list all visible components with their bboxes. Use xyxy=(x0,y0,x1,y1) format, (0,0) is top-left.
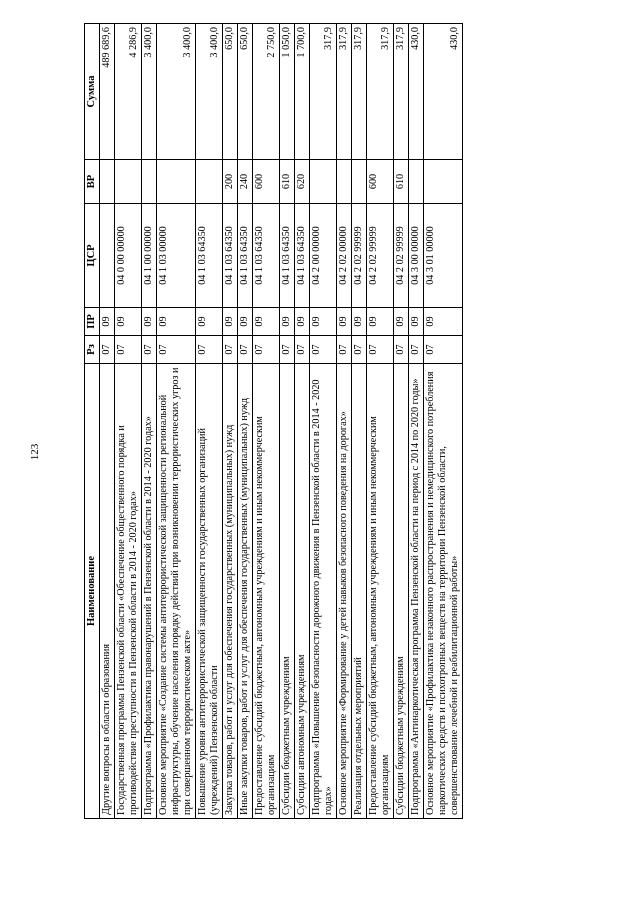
row-sum: 4 286,9 xyxy=(115,24,142,160)
row-name: Закупка товаров, работ и услуг для обеспечения государственных (муниципальных) нужд xyxy=(223,364,238,819)
row-csr: 04 2 02 99999 xyxy=(367,204,394,308)
row-csr xyxy=(100,204,115,308)
row-csr: 04 1 03 64350 xyxy=(238,204,253,308)
row-name: Субсидии бюджетным учреждениям xyxy=(394,364,409,819)
table-row xyxy=(280,24,295,819)
row-vr xyxy=(142,160,157,204)
row-csr: 04 1 03 64350 xyxy=(253,204,280,308)
row-pr: 09 xyxy=(295,308,310,336)
table-row xyxy=(394,24,409,819)
header-csr: ЦСР xyxy=(85,204,100,308)
row-pr: 09 xyxy=(196,308,223,336)
row-name: Основное мероприятие «Формирование у детей навыков безопасного поведения на дорогах» xyxy=(337,364,352,819)
row-csr: 04 2 02 99999 xyxy=(352,204,367,308)
row-name: Предоставление субсидий бюджетным, автономным учреждениям и иным некоммерческим организациям xyxy=(253,364,280,819)
row-csr: 04 1 03 64350 xyxy=(280,204,295,308)
row-vr: 620 xyxy=(295,160,310,204)
row-pr: 09 xyxy=(223,308,238,336)
header-name: Наименование xyxy=(85,364,100,819)
row-pr: 09 xyxy=(352,308,367,336)
row-rz: 07 xyxy=(310,336,337,364)
table-row xyxy=(223,24,238,819)
row-rz: 07 xyxy=(238,336,253,364)
row-rz: 07 xyxy=(253,336,280,364)
row-csr: 04 1 03 00000 xyxy=(157,204,196,308)
row-vr xyxy=(100,160,115,204)
row-sum: 3 400,0 xyxy=(196,24,223,160)
row-csr: 04 1 03 64350 xyxy=(295,204,310,308)
row-csr: 04 3 00 00000 xyxy=(409,204,424,308)
row-sum: 3 400,0 xyxy=(142,24,157,160)
header-pr: ПР xyxy=(85,308,100,336)
row-pr: 09 xyxy=(409,308,424,336)
row-rz: 07 xyxy=(142,336,157,364)
row-rz: 07 xyxy=(295,336,310,364)
row-name: Подпрограмма «Повышение безопасности дорожного движения в Пензенской области в 2014 - 2020 годах» xyxy=(310,364,337,819)
row-name: Другие вопросы в области образования xyxy=(100,364,115,819)
row-pr: 09 xyxy=(310,308,337,336)
row-sum: 430,0 xyxy=(424,24,463,160)
row-sum: 3 400,0 xyxy=(157,24,196,160)
row-sum: 317,9 xyxy=(367,24,394,160)
row-pr: 09 xyxy=(238,308,253,336)
row-name: Подпрограмма «Профилактика правонарушений в Пензенской области в 2014 - 2020 годах» xyxy=(142,364,157,819)
row-pr: 09 xyxy=(115,308,142,336)
row-pr: 09 xyxy=(100,308,115,336)
table-row xyxy=(409,24,424,819)
header-vr: ВР xyxy=(85,160,100,204)
row-name: Подпрограмма «Антинаркотическая программа Пензенской области на период с 2014 по 2020 годы» xyxy=(409,364,424,819)
table-row xyxy=(196,24,223,819)
row-rz: 07 xyxy=(409,336,424,364)
row-pr: 09 xyxy=(367,308,394,336)
row-sum: 1 700,0 xyxy=(295,24,310,160)
row-vr xyxy=(115,160,142,204)
row-rz: 07 xyxy=(100,336,115,364)
row-sum: 317,9 xyxy=(310,24,337,160)
page-number: 123 xyxy=(29,443,41,461)
header-rz: Рз xyxy=(85,336,100,364)
row-sum: 650,0 xyxy=(223,24,238,160)
row-name: Реализация отдельных мероприятий xyxy=(352,364,367,819)
table-row xyxy=(238,24,253,819)
row-vr xyxy=(157,160,196,204)
row-vr: 600 xyxy=(367,160,394,204)
row-vr xyxy=(196,160,223,204)
row-sum: 650,0 xyxy=(238,24,253,160)
row-rz: 07 xyxy=(337,336,352,364)
table-row xyxy=(142,24,157,819)
row-vr: 240 xyxy=(238,160,253,204)
row-csr: 04 1 03 64350 xyxy=(196,204,223,308)
row-rz: 07 xyxy=(196,336,223,364)
row-name: Субсидии автономным учреждениям xyxy=(295,364,310,819)
table-row xyxy=(295,24,310,819)
row-vr xyxy=(337,160,352,204)
row-name: Предоставление субсидий бюджетным, автономным учреждениям и иным некоммерческим организациям xyxy=(367,364,394,819)
row-vr: 610 xyxy=(394,160,409,204)
row-name: Субсидии бюджетным учреждениям xyxy=(280,364,295,819)
table-row xyxy=(157,24,196,819)
row-sum: 317,9 xyxy=(394,24,409,160)
row-name: Основное мероприятие «Создание системы антитеррористической защищенности региональной инфраструктуры, обучение населения порядку действий при возникновении террористических угроз и при совершенном террористическом акте» xyxy=(157,364,196,819)
row-vr: 200 xyxy=(223,160,238,204)
row-pr: 09 xyxy=(280,308,295,336)
row-vr xyxy=(352,160,367,204)
table-header-row xyxy=(85,24,100,819)
row-pr: 09 xyxy=(253,308,280,336)
row-sum: 489 689,6 xyxy=(100,24,115,160)
row-sum: 317,9 xyxy=(352,24,367,160)
row-rz: 07 xyxy=(280,336,295,364)
row-vr: 610 xyxy=(280,160,295,204)
row-name: Иные закупки товаров, работ и услуг для обеспечения государственных (муниципальных) нужд xyxy=(238,364,253,819)
row-csr: 04 2 02 00000 xyxy=(337,204,352,308)
row-vr xyxy=(310,160,337,204)
row-csr: 04 0 00 00000 xyxy=(115,204,142,308)
row-rz: 07 xyxy=(394,336,409,364)
row-csr: 04 2 02 99999 xyxy=(394,204,409,308)
row-csr: 04 2 00 00000 xyxy=(310,204,337,308)
table-row xyxy=(424,24,463,819)
row-sum: 2 750,0 xyxy=(253,24,280,160)
table-row xyxy=(310,24,337,819)
table-row xyxy=(115,24,142,819)
row-sum: 430,0 xyxy=(409,24,424,160)
row-pr: 09 xyxy=(424,308,463,336)
row-csr: 04 1 03 64350 xyxy=(223,204,238,308)
row-rz: 07 xyxy=(223,336,238,364)
row-rz: 07 xyxy=(352,336,367,364)
row-pr: 09 xyxy=(394,308,409,336)
table-row xyxy=(352,24,367,819)
table-row xyxy=(253,24,280,819)
row-vr: 600 xyxy=(253,160,280,204)
table-row xyxy=(100,24,115,819)
row-csr: 04 1 00 00000 xyxy=(142,204,157,308)
header-sum: Сумма xyxy=(85,24,100,160)
row-sum: 317,9 xyxy=(337,24,352,160)
row-name: Государственная программа Пензенской области «Обеспечение общественного порядка и противодействие преступности в Пензенской области в 2014 - 2020 годах» xyxy=(115,364,142,819)
table-row xyxy=(367,24,394,819)
row-rz: 07 xyxy=(157,336,196,364)
table-row xyxy=(337,24,352,819)
row-vr xyxy=(424,160,463,204)
row-name: Основное мероприятие «Профилактика незаконного распространения и немедицинского потребления наркотических средств и психотропных веществ на территории Пензенской области, совершенствование лечебной и реабилитационной работы» xyxy=(424,364,463,819)
row-vr xyxy=(409,160,424,204)
row-pr: 09 xyxy=(337,308,352,336)
row-pr: 09 xyxy=(142,308,157,336)
row-rz: 07 xyxy=(367,336,394,364)
row-rz: 07 xyxy=(115,336,142,364)
row-rz: 07 xyxy=(424,336,463,364)
row-csr: 04 3 01 00000 xyxy=(424,204,463,308)
row-sum: 1 050,0 xyxy=(280,24,295,160)
budget-table-container xyxy=(84,24,588,819)
row-name: Повышение уровня антитеррористической защищенности государственных организаций (учреждений) Пензенской области xyxy=(196,364,223,819)
row-pr: 09 xyxy=(157,308,196,336)
budget-table xyxy=(84,23,463,819)
